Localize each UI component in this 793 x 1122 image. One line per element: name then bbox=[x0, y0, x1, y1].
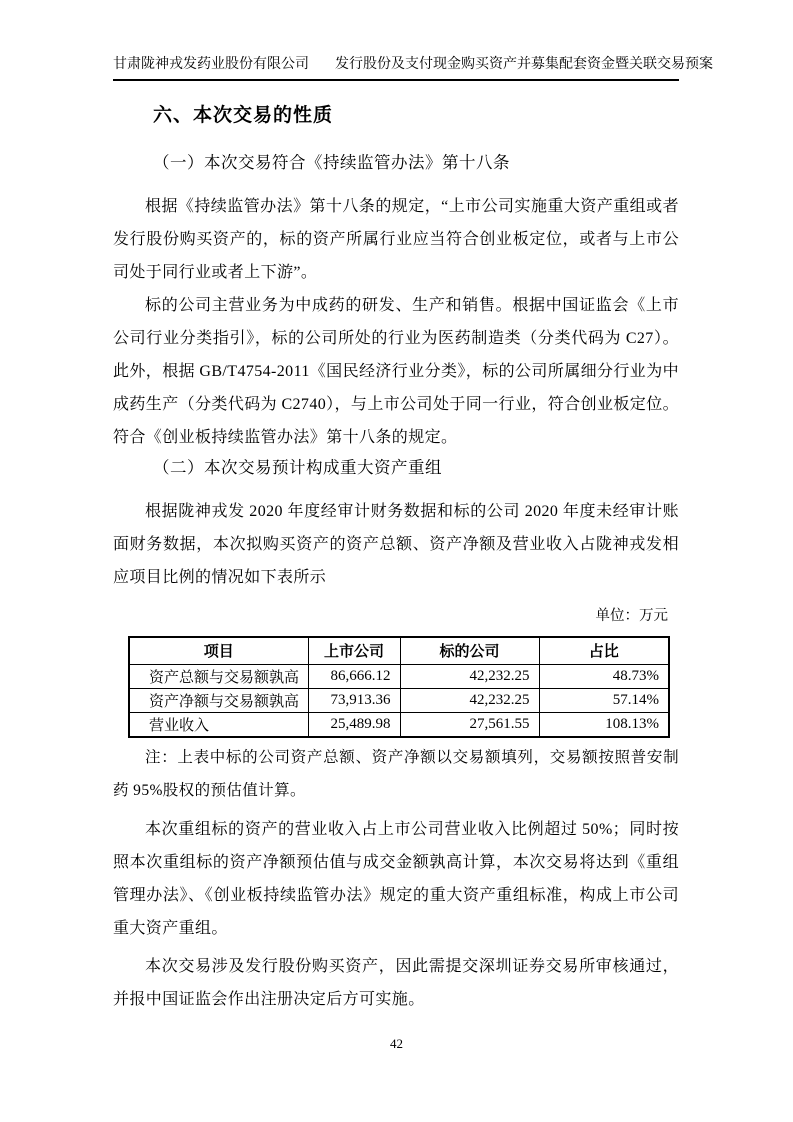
cell-item-label: 营业收入 bbox=[129, 712, 308, 737]
col-header-item: 项目 bbox=[129, 637, 308, 664]
header-doc-title: 发行股份及支付现金购买资产并募集配套资金暨关联交易预案 bbox=[335, 57, 713, 72]
cell-item-label: 资产净额与交易额孰高 bbox=[129, 688, 308, 712]
col-header-listed-company: 上市公司 bbox=[308, 637, 400, 664]
cell-target-value: 42,232.25 bbox=[400, 688, 539, 712]
cell-target-value: 27,561.55 bbox=[400, 712, 539, 737]
col-header-ratio: 占比 bbox=[539, 637, 669, 664]
subsection-title-2: （二）本次交易预计构成重大资产重组 bbox=[153, 458, 442, 477]
table-header-row bbox=[129, 637, 669, 664]
paragraph-industry-classification: 标的公司主营业务为中成药的研发、生产和销售。根据中国证监会《上市公司行业分类指引》，标的公司所处的行业为医药制造类（分类代码为 C27）。此外，根据 GB/T4754-2011《国民经济行业分类》，标的公司所属细分行业为中成药生产（分类代码为 C2740），与上市公司处于同一行业，符合创业板定位。符合《创业板持续监管办法》第十八条的规定。 bbox=[113, 297, 679, 446]
paragraph-major-restructuring: 本次重组标的资产的营业收入占上市公司营业收入比例超过 50%；同时按照本次重组标的资产净额预估值与成交金额孰高计算，本次交易将达到《重组管理办法》、《创业板持续监管办法》规定的重大资产重组标准，构成上市公司重大资产重组。 bbox=[113, 821, 679, 937]
page-header bbox=[113, 55, 713, 81]
header-company-name: 甘肃陇神戎发药业股份有限公司 bbox=[113, 57, 309, 72]
table-row-operating-revenue bbox=[129, 712, 669, 737]
cell-listed-value: 86,666.12 bbox=[308, 664, 400, 688]
cell-ratio-value: 48.73% bbox=[539, 664, 669, 688]
table-footnote: 注：上表中标的公司资产总额、资产净额以交易额填列，交易额按照普安制药 95%股权的预估值计算。 bbox=[113, 749, 679, 799]
paragraph-regulation-quote: 根据《持续监管办法》第十八条的规定，“上市公司实施重大资产重组或者发行股份购买资产的，标的资产所属行业应当符合创业板定位，或者与上市公司处于同行业或者上下游”。 bbox=[113, 198, 679, 281]
page-number: 42 bbox=[390, 1036, 403, 1051]
table-unit-label: 单位：万元 bbox=[595, 608, 668, 624]
cell-ratio-value: 108.13% bbox=[539, 712, 669, 737]
cell-item-label: 资产总额与交易额孰高 bbox=[129, 664, 308, 688]
cell-ratio-value: 57.14% bbox=[539, 688, 669, 712]
table-row-net-assets bbox=[129, 688, 669, 712]
paragraph-approval-requirement: 本次交易涉及发行股份购买资产，因此需提交深圳证券交易所审核通过，并报中国证监会作出注册决定后方可实施。 bbox=[113, 958, 679, 1008]
financial-ratio-table bbox=[128, 636, 670, 738]
cell-target-value: 42,232.25 bbox=[400, 664, 539, 688]
section-title: 六、本次交易的性质 bbox=[153, 105, 334, 126]
cell-listed-value: 73,913.36 bbox=[308, 688, 400, 712]
cell-listed-value: 25,489.98 bbox=[308, 712, 400, 737]
table-row-total-assets bbox=[129, 664, 669, 688]
col-header-target-company: 标的公司 bbox=[400, 637, 539, 664]
subsection-title-1: （一）本次交易符合《持续监管办法》第十八条 bbox=[153, 153, 510, 172]
paragraph-table-intro: 根据陇神戎发 2020 年度经审计财务数据和标的公司 2020 年度未经审计账面财务数据，本次拟购买资产的资产总额、资产净额及营业收入占陇神戎发相应项目比例的情况如下表所示 bbox=[113, 503, 679, 586]
